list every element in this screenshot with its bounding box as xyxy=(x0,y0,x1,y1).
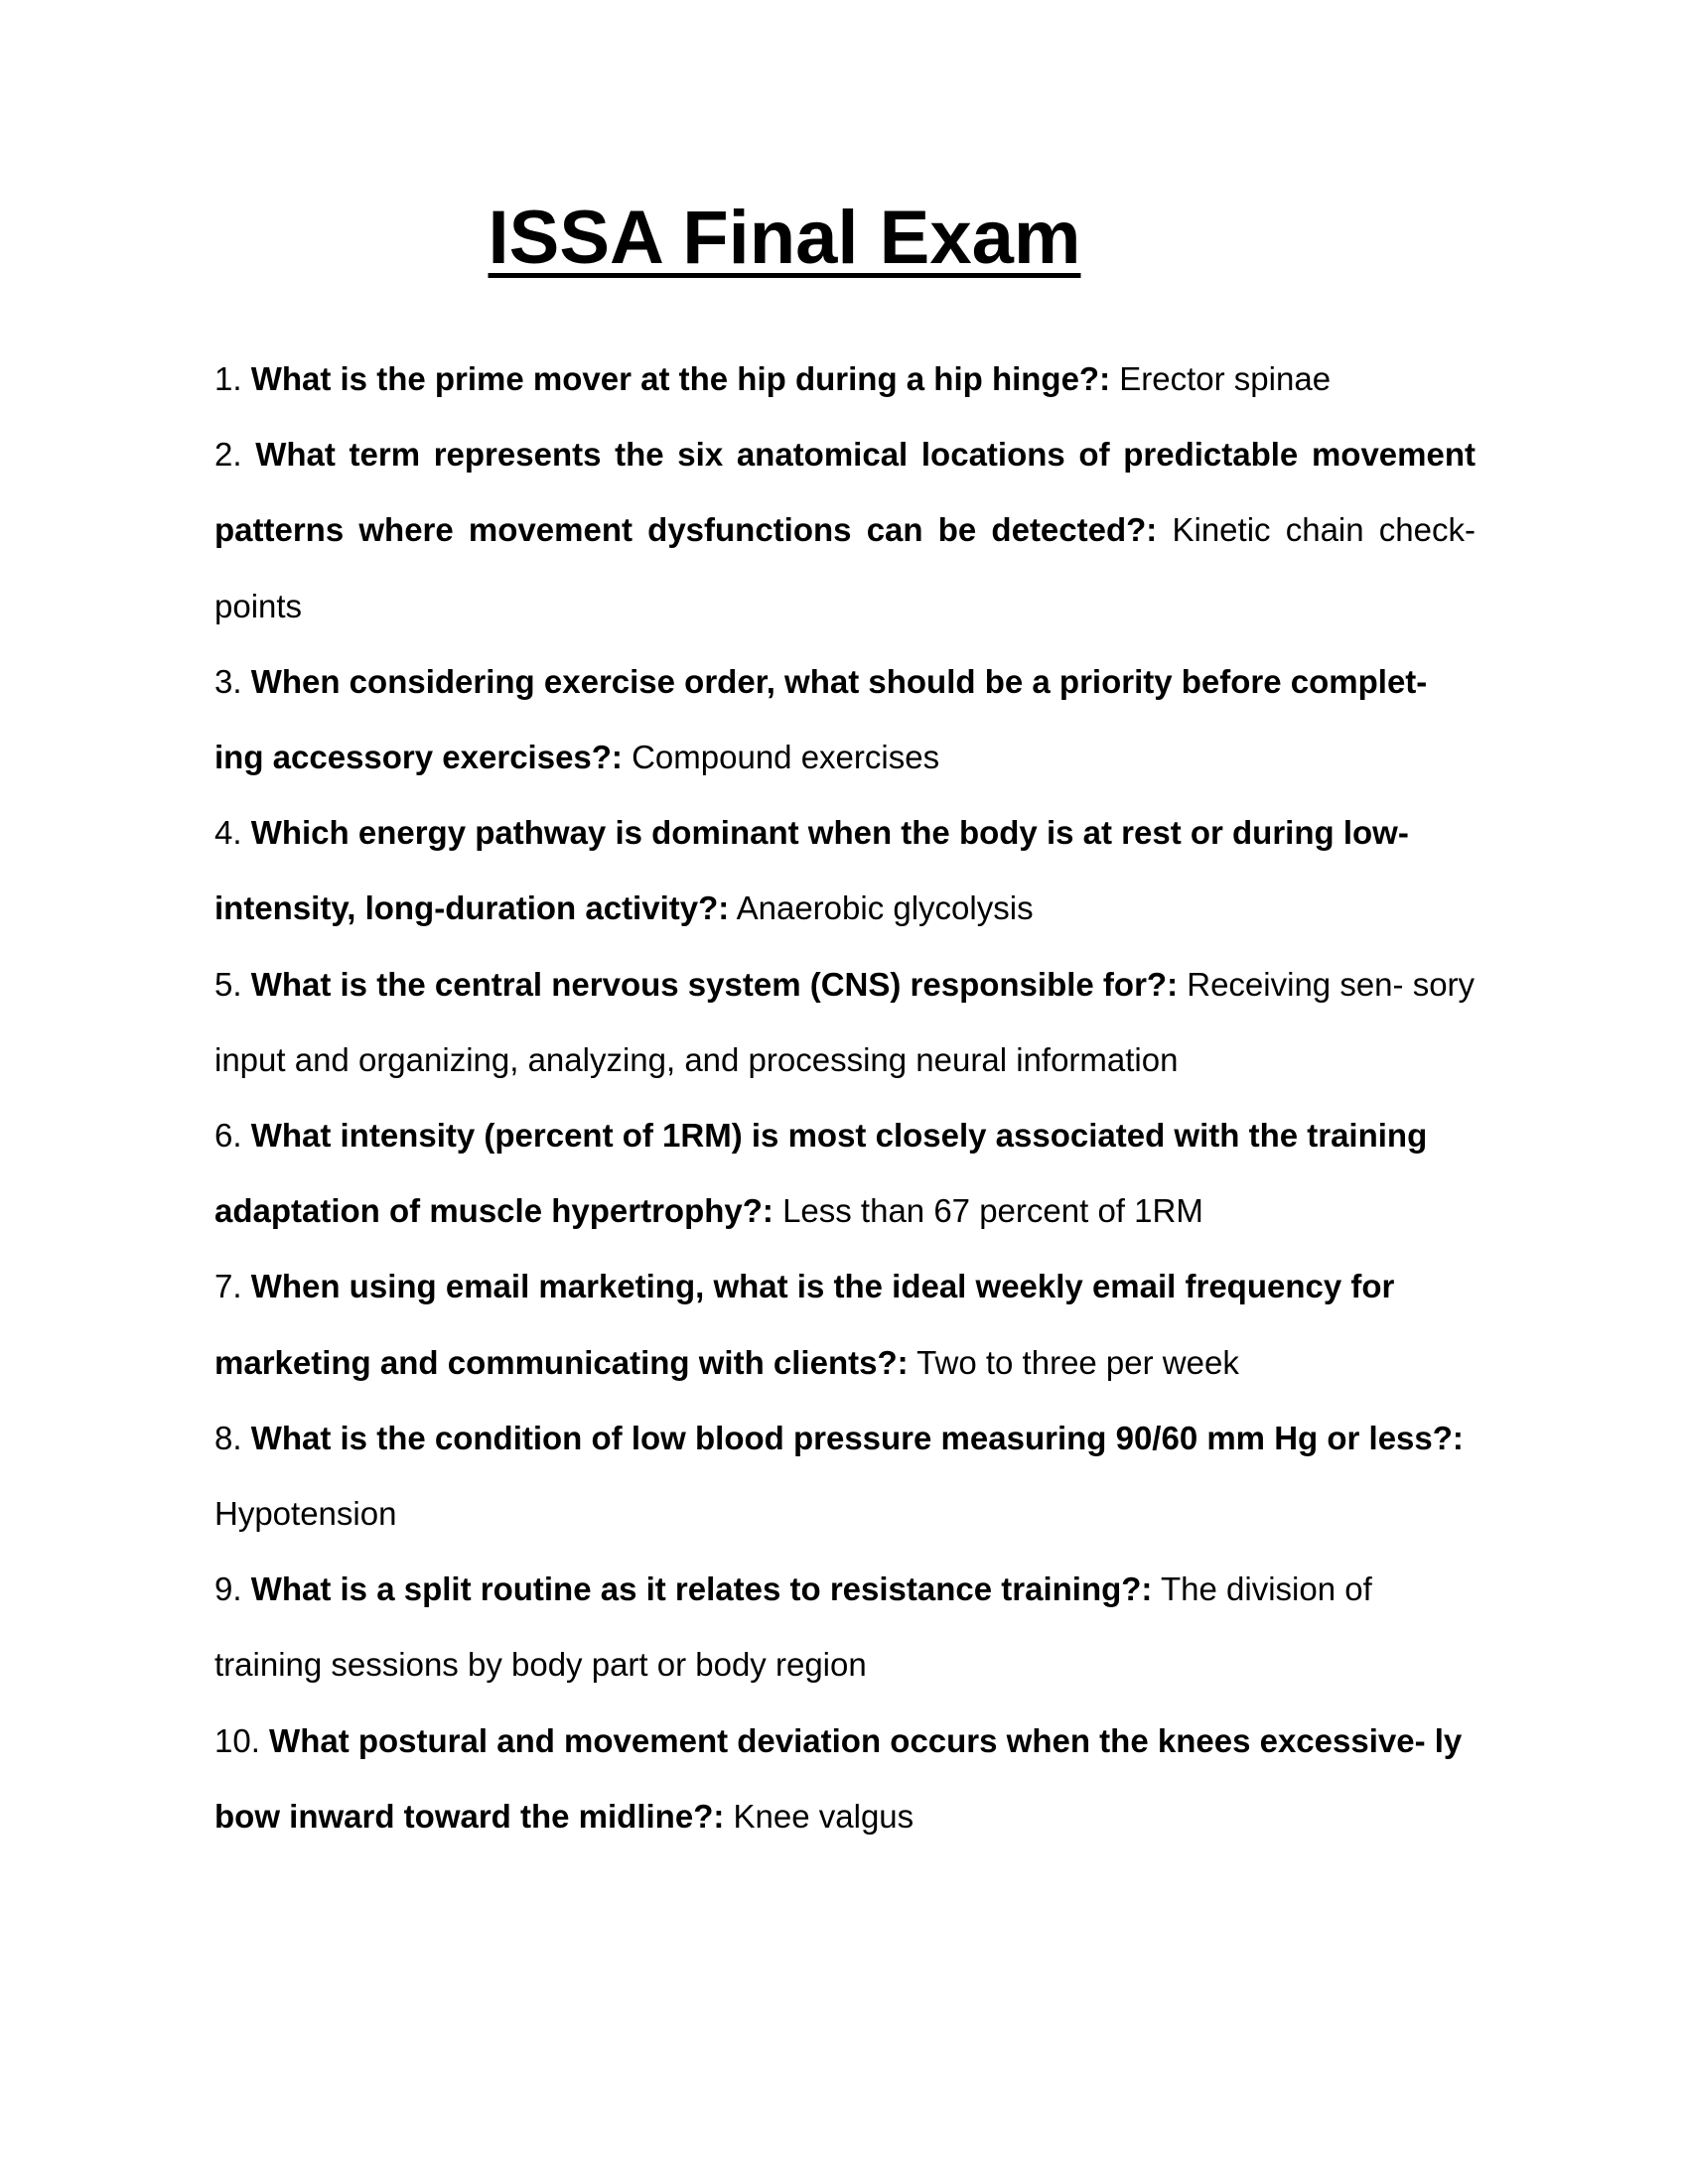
answer-text: Hypotension xyxy=(214,1495,397,1533)
qa-item-5 xyxy=(214,947,1476,1098)
answer-text: The division of training sessions by body part or body region xyxy=(214,1570,1372,1684)
question-text: What intensity (percent of 1RM) is most closely associated with the training adaptation of muscle hypertrophy?: xyxy=(214,1117,1428,1230)
qa-item-9 xyxy=(214,1552,1476,1703)
question-text: What is the condition of low blood pressure measuring 90/60 mm Hg or less?: xyxy=(250,1419,1464,1456)
page-title xyxy=(0,189,1569,288)
question-text: What is the central nervous system (CNS) responsible for?: xyxy=(250,965,1179,1003)
qa-item-3 xyxy=(214,644,1476,795)
item-number: 3. xyxy=(214,662,242,700)
qa-item-1 xyxy=(214,341,1476,417)
item-number: 9. xyxy=(214,1570,242,1608)
qa-item-8 xyxy=(214,1401,1476,1552)
answer-text: Anaerobic glycolysis xyxy=(736,889,1034,927)
item-number: 6. xyxy=(214,1117,242,1155)
qa-item-7 xyxy=(214,1249,1476,1400)
page-title-text: ISSA Final Exam xyxy=(488,196,1081,280)
question-text: When using email marketing, what is the ideal weekly email frequency for marketing and communicating with clients?: xyxy=(214,1268,1395,1381)
answer-text: Less than 67 percent of 1RM xyxy=(782,1192,1203,1230)
qa-item-10 xyxy=(214,1704,1476,1854)
question-text: What postural and movement deviation occurs when the knees excessive- ly bow inward toward the midline?: xyxy=(214,1721,1463,1835)
answer-text: Two to three per week xyxy=(916,1343,1239,1381)
answer-text: Receiving sen- sory input and organizing, analyzing, and processing neural information xyxy=(214,965,1476,1078)
answer-text: Kinetic chain check- points xyxy=(214,511,1476,624)
question-text: What is a split routine as it relates to resistance training?: xyxy=(250,1570,1153,1608)
answer-text: Erector spinae xyxy=(1119,360,1332,397)
item-number: 4. xyxy=(214,814,242,852)
question-list xyxy=(214,341,1476,1854)
item-number: 2. xyxy=(214,436,242,474)
answer-text: Knee valgus xyxy=(733,1797,914,1835)
question-text: Which energy pathway is dominant when the body is at rest or during low-intensity, long-duration activity?: xyxy=(214,814,1409,927)
item-number: 10. xyxy=(214,1721,260,1759)
item-number: 8. xyxy=(214,1419,242,1456)
qa-item-4 xyxy=(214,795,1476,946)
question-text: When considering exercise order, what should be a priority before complet- ing accessory exercises?: xyxy=(214,662,1428,776)
item-number: 5. xyxy=(214,965,242,1003)
answer-text: Compound exercises xyxy=(632,739,940,776)
question-text: What term represents the six anatomical locations of predictable movement patterns where movement dysfunctions can be detected?: xyxy=(214,436,1476,549)
qa-item-2 xyxy=(214,417,1476,644)
item-number: 1. xyxy=(214,360,242,397)
qa-item-6 xyxy=(214,1098,1476,1249)
question-text: What is the prime mover at the hip during a hip hinge?: xyxy=(250,360,1111,397)
item-number: 7. xyxy=(214,1268,242,1305)
